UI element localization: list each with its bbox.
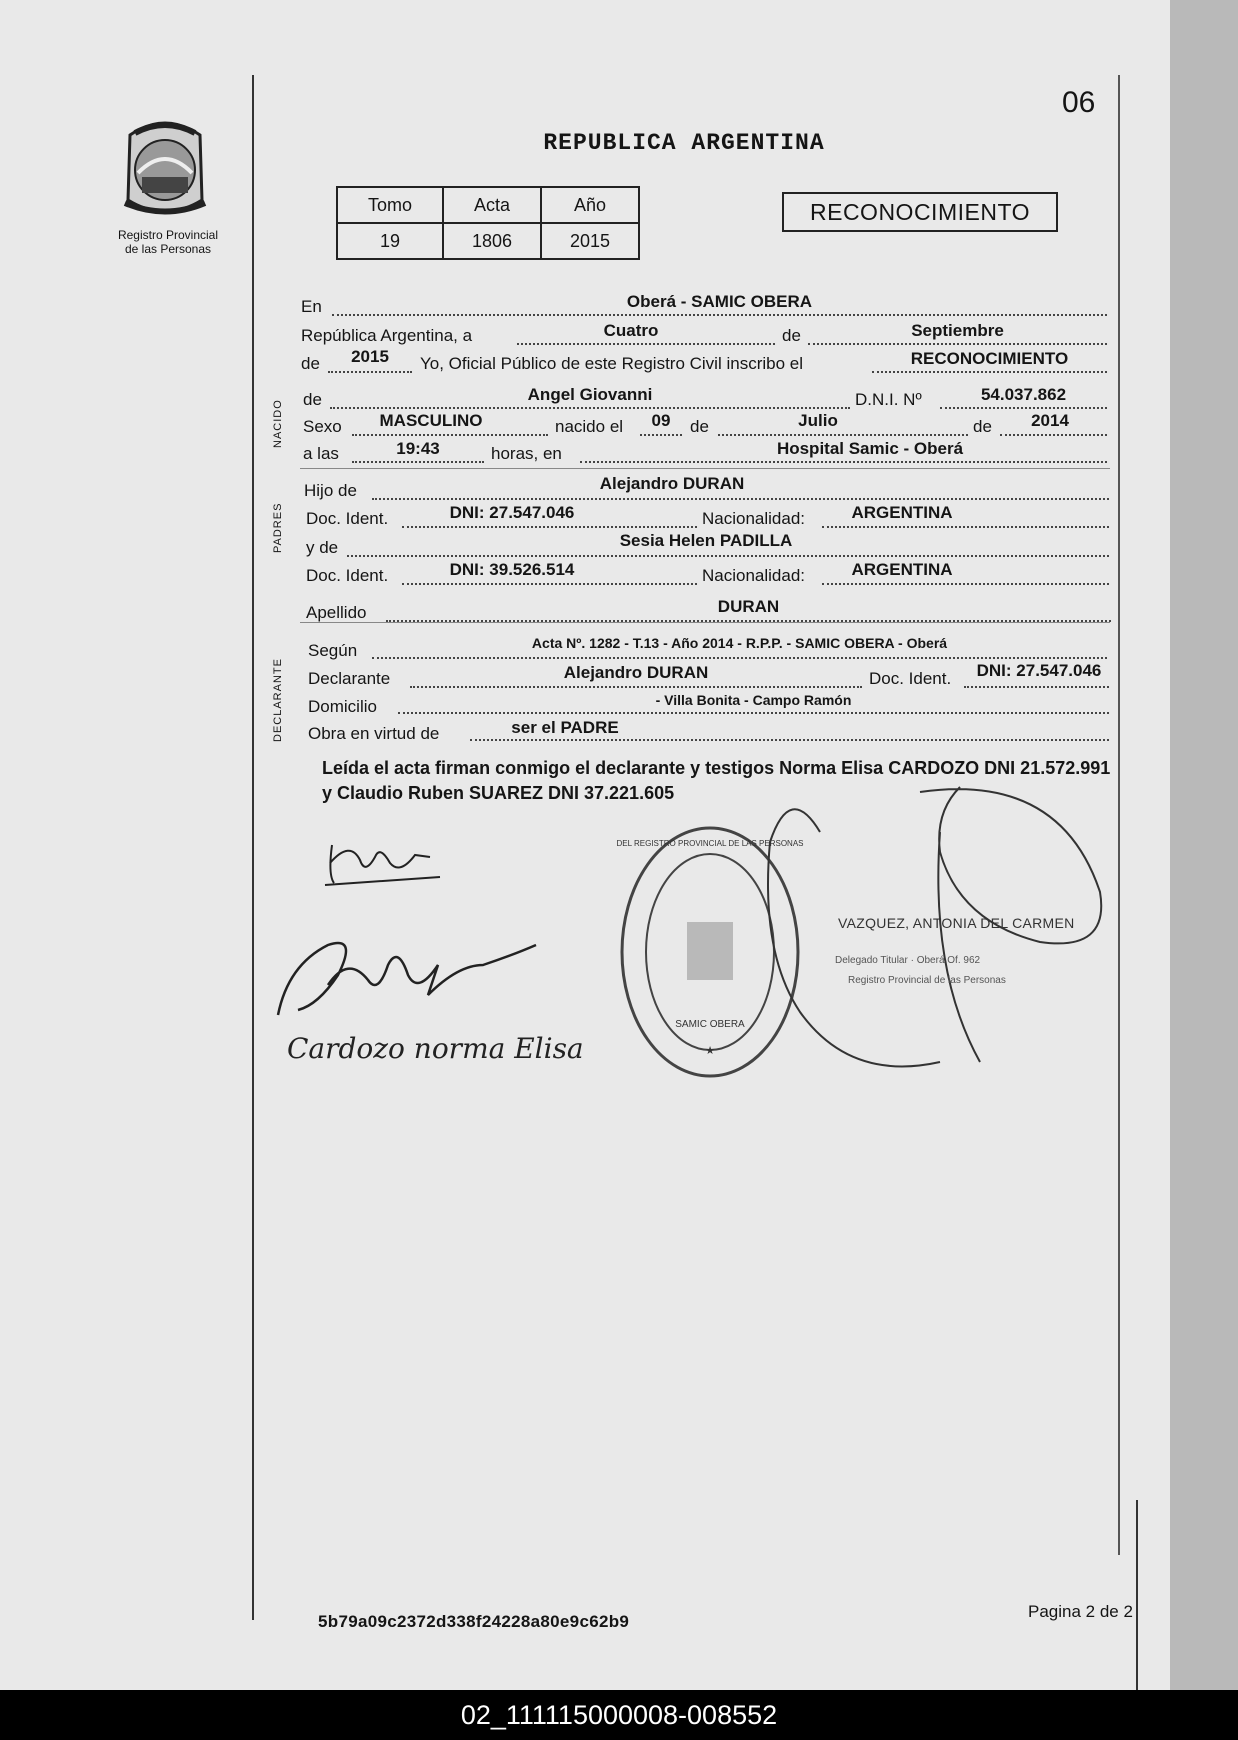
signature-declarante — [268, 925, 548, 1025]
signature-official-initials — [320, 835, 450, 895]
dotline-inscribe — [872, 371, 1107, 373]
logo-caption-line2: de las Personas — [124, 242, 212, 256]
dotline-mother — [347, 555, 1109, 557]
right-margin-line-lower — [1136, 1500, 1138, 1690]
value-declarante-doc: DNI: 27.547.046 — [976, 661, 1102, 680]
value-father-nat: ARGENTINA — [851, 503, 953, 522]
value-day: Cuatro — [603, 321, 659, 340]
dotline-birth-month — [718, 434, 968, 436]
page-count: Pagina 2 de 2 — [1028, 1602, 1133, 1621]
registry-header-acta: Acta — [443, 187, 541, 223]
value-domicilio: - Villa Bonita - Campo Ramón — [655, 692, 852, 708]
label-dni: D.N.I. Nº — [855, 390, 922, 409]
side-label-padres: PADRES — [272, 502, 284, 553]
value-declarante: Alejandro DURAN — [563, 663, 709, 682]
value-month: Septiembre — [911, 321, 1004, 340]
value-inscribe: RECONOCIMIENTO — [910, 349, 1069, 368]
page-number: 06 — [1062, 86, 1096, 119]
label-yo: Yo, Oficial Público de este Registro Civil inscribo el — [420, 354, 803, 373]
official-title: Delegado Titular · Oberá Of. 962 — [835, 955, 981, 966]
value-dni: 54.037.862 — [980, 385, 1067, 404]
section-rule-padres — [300, 622, 1110, 623]
label-obra: Obra en virtud de — [308, 724, 440, 743]
value-mother-doc: DNI: 39.526.514 — [449, 560, 575, 579]
dotline-obra — [470, 739, 1109, 741]
label-nac-1: Nacionalidad: — [702, 509, 806, 528]
closing-statement: Leída el acta firman conmigo el declarante y testigos Norma Elisa CARDOZO DNI 21.572.991 y Claudio Ruben SUAREZ DNI 37.221.605 — [322, 758, 1111, 803]
signature-witness — [282, 1016, 602, 1086]
label-nacido: nacido el — [555, 417, 624, 436]
label-apellido: Apellido — [306, 603, 367, 622]
dotline-month — [808, 343, 1107, 345]
registry-header-tomo: Tomo — [337, 187, 443, 223]
value-father: Alejandro DURAN — [599, 474, 745, 493]
logo-caption-line1: Registro Provincial — [117, 228, 219, 242]
value-year: 2015 — [351, 347, 389, 366]
value-birth-month: Julio — [798, 411, 838, 430]
label-nac-2: Nacionalidad: — [702, 566, 806, 585]
svg-text:★: ★ — [705, 1045, 715, 1057]
dotline-declarante — [410, 686, 862, 688]
label-sexo: Sexo — [303, 417, 342, 436]
dotline-apellido — [386, 620, 1111, 622]
dotline-name — [330, 407, 850, 409]
dotline-mother-doc — [402, 583, 697, 585]
dotline-father-nat — [822, 526, 1109, 528]
label-republica: República Argentina, a — [301, 326, 473, 345]
label-yde: y de — [306, 538, 339, 557]
value-place: Hospital Samic - Oberá — [776, 439, 964, 458]
value-father-doc: DNI: 27.547.046 — [449, 503, 575, 522]
value-mother: Sesia Helen PADILLA — [619, 531, 793, 550]
value-en: Oberá - SAMIC OBERA — [626, 292, 813, 311]
dotline-domicilio — [398, 712, 1109, 714]
value-name: Angel Giovanni — [527, 385, 653, 404]
registry-header-row — [337, 187, 639, 223]
label-en: En — [301, 297, 322, 316]
dotline-day — [517, 343, 775, 345]
dotline-segun — [372, 657, 1107, 659]
label-hijo: Hijo de — [304, 481, 357, 500]
registry-value-tomo: 19 — [337, 223, 443, 259]
value-time: 19:43 — [396, 439, 440, 458]
label-domicilio: Domicilio — [308, 697, 377, 716]
dotline-sexo — [352, 434, 548, 436]
section-rule-nacido — [300, 468, 1110, 469]
registry-value-anio: 2015 — [541, 223, 639, 259]
document-title: REPUBLICA ARGENTINA — [543, 130, 825, 156]
registry-table — [336, 186, 640, 260]
dotline-en — [332, 314, 1107, 316]
scan-id-footer: 02_111115000008-008552 — [0, 1690, 1238, 1740]
value-segun: Acta Nº. 1282 - T.13 - Año 2014 - R.P.P. - SAMIC OBERA - Oberá — [531, 635, 948, 651]
dotline-declarante-doc — [964, 686, 1109, 688]
dotline-father-doc — [402, 526, 697, 528]
value-sexo: MASCULINO — [379, 411, 483, 430]
value-apellido: DURAN — [717, 597, 780, 616]
stamp-inner-text: SAMIC OBERA — [675, 1019, 745, 1030]
label-segun: Según — [308, 641, 358, 660]
value-mother-nat: ARGENTINA — [851, 560, 953, 579]
side-label-declarante: DECLARANTE — [272, 658, 284, 742]
dotline-birth-year — [1000, 434, 1107, 436]
registry-value-row — [337, 223, 639, 259]
dotline-birth-day — [640, 434, 682, 436]
label-doc-3: Doc. Ident. — [869, 669, 952, 688]
dotline-time — [352, 461, 484, 463]
dotline-father — [372, 498, 1109, 500]
dotline-year — [328, 371, 412, 373]
signature-official-loop — [760, 772, 1120, 1092]
logo-caption — [98, 228, 238, 256]
label-doc-1: Doc. Ident. — [306, 509, 389, 528]
dotline-place — [580, 461, 1107, 463]
side-label-nacido: NACIDO — [272, 399, 284, 448]
dotline-mother-nat — [822, 583, 1109, 585]
label-de-5: de — [973, 417, 992, 436]
label-de-4: de — [690, 417, 709, 436]
value-birth-year: 2014 — [1031, 411, 1069, 430]
label-de-2: de — [301, 354, 320, 373]
label-horas: horas, en — [491, 444, 562, 463]
dotline-dni — [940, 407, 1107, 409]
label-de-3: de — [303, 390, 322, 409]
value-birth-day: 09 — [651, 411, 671, 430]
document-hash: 5b79a09c2372d338f24228a80e9c62b9 — [318, 1612, 630, 1631]
label-de-1: de — [782, 326, 801, 345]
official-name: VAZQUEZ, ANTONIA DEL CARMEN — [838, 915, 1075, 931]
registry-header-anio: Año — [541, 187, 639, 223]
value-obra: ser el PADRE — [511, 718, 619, 737]
page-edge — [1170, 0, 1238, 1690]
signature-witness-text: Cardozo norma Elisa — [287, 1032, 584, 1065]
label-doc-2: Doc. Ident. — [306, 566, 389, 585]
label-alas: a las — [303, 444, 339, 463]
registry-value-acta: 1806 — [443, 223, 541, 259]
left-margin-line — [252, 75, 254, 1620]
label-declarante: Declarante — [308, 669, 391, 688]
official-office: Registro Provincial de las Personas — [848, 975, 1006, 986]
act-type-box: RECONOCIMIENTO — [782, 192, 1058, 232]
stamp-ring-text: DEL REGISTRO PROVINCIAL DE LAS PERSONAS — [616, 839, 804, 848]
